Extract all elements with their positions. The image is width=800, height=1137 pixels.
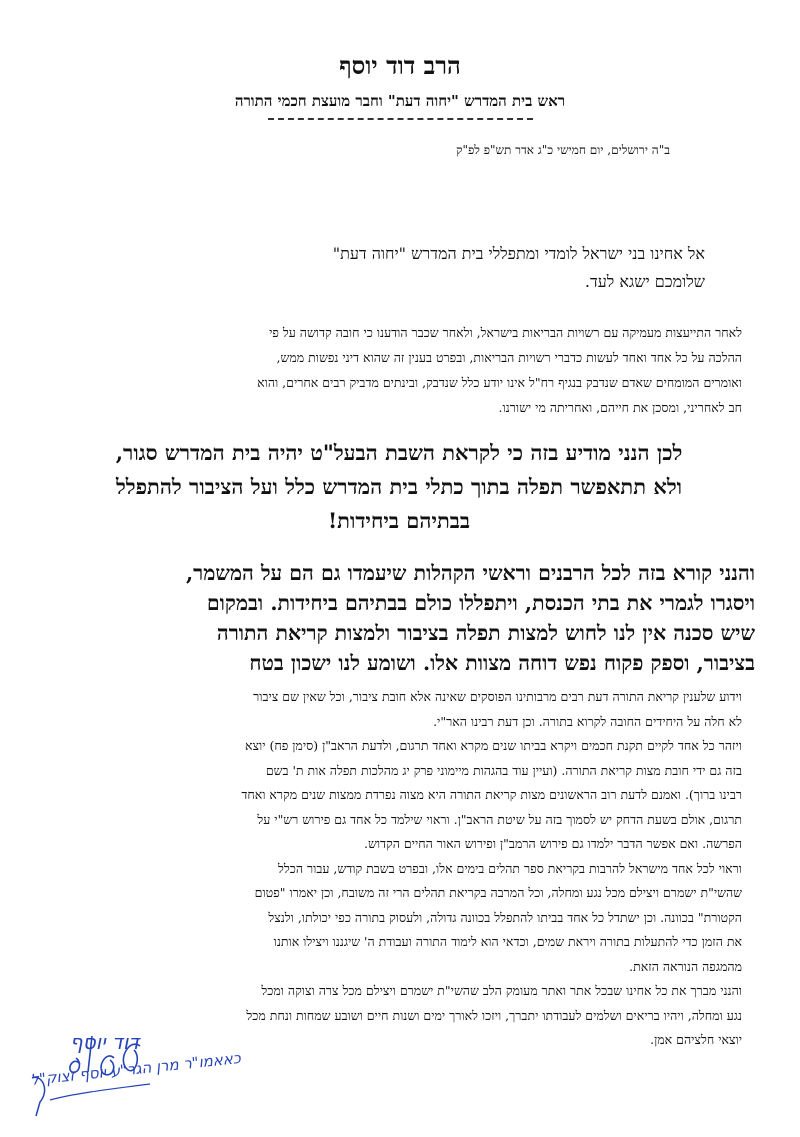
call-to-rabbis [43,558,755,678]
addressee-line: אל אחינו בני ישראל לומדי ומתפללי בית המדרש "יחוה דעת" [332,244,705,263]
paragraph-line: רבינו ברוך). ואמנם לדעת רוב הראשונים מצות קריאת התורה היא מצוה נפרדת ממצות שנים מקרא ואחד [241,787,742,802]
signature-name: דוד יוסף [70,1030,140,1054]
announcement-line: בבתיהם ביחידות! [327,508,471,533]
signature-title: כאאמו"ר מרן הגר"ע יוסף זצוק"ל [29,1049,242,1089]
paragraph-line: לא חלה על היחידים החובה לקרוא בתורה. וכן דעת רבינו האר"י. [433,713,742,729]
paragraph-line: חב לאחריני, ומסכן את חייהם, ואחריתה מי ישורנו. [498,400,742,415]
call-line: שיש סכנה אין לנו לחוש למצות תפלה בציבור ולמצות קריאת התורה [216,621,755,645]
paragraph-line: והנני מברך את כל אחינו שבכל אתר ואתר מעומק הלב שהשי"ת ישמרם ויצילם מכל צרה וצוקה ומכל [261,983,742,998]
letterhead-name: הרב דוד יוסף [339,51,461,80]
paragraph-line: נגע ומחלה, ויהיו בריאים ושלמים לעבודתו יתברך, ויזכו לאורך ימים ושנות חיים ושובע שמחות ונחת מכל [246,1007,742,1023]
letterhead-divider [268,118,533,120]
paragraph-line: וידוע שלענין קריאת התורה דעת רבים מרבותינו הפוסקים שאינה אלא חובת ציבור, וכל שאין שם ציבור [253,689,742,704]
greeting-line: שלומכם ישגא לעד. [584,272,705,291]
paragraph-line: ההלכה על כל אחד ואחד לעשות כדברי רשויות הבריאות, ובפרט בענין זה שהוא דיני נפשות ממש, [276,350,742,365]
paragraph-line: יוצאי חלציהם אמן. [650,1032,742,1047]
letter-date: ב"ה ירושלים, יום חמישי כ"ג אדר תש"פ לפ"ק [456,143,670,157]
announcement-line: לכן הנני מודיע בזה כי לקראת השבת הבעל"ט יהיה בית המדרש סגור, [115,440,683,465]
paragraph-line: בזה גם ידי חובת מצות קריאת התורה. (ועיין עוד בהגהות מיימוני פרק יג מהלכות תפלה אות ת' בשם [265,762,742,778]
paragraph-line: תרגום, אולם בשעת הדחק יש לסמוך בזה על שיטת הראב"ן. וראוי שילמד כל אחד גם פירוש רש"י על [257,811,742,827]
addressee-block [85,240,705,296]
announcement-line: ולא תתאפשר תפלה בתוך כתלי בית המדרש כלל ועל הציבור להתפלל [115,474,683,499]
closure-announcement [43,436,755,538]
paragraph-line: לאחר התייעצות מעמיקה עם רשויות הבריאות בישראל, ולאחר שכבר הודענו כי חובה קדושה על פי [269,325,742,340]
call-line: בציבור, וספק פקוח נפש דוחה מצוות אלו. ושומע לנו ישכון בטח [249,651,755,675]
paragraph-line: וראוי לכל אחד מישראל להרבות בקריאת ספר תהלים בימים אלו, ובפרט בשבת קודש, עבור הכלל [278,860,742,876]
paragraph-line: הקטורת" בכוונה. וכן ישתדל כל אחד בביתו להתפלל בכוונה גדולה, ולעסוק בתורה כפי יכולתו, ולנצל [268,909,742,925]
paragraph-line: שהשי"ת ישמרם ויצילם מכל נגע ומחלה, וכל המרבה בקריאת תהלים הרי זה משובח, וכן יאמרו "פטום [254,885,742,900]
call-line: והנני קורא בזה לכל הרבנים וראשי הקהלות שיעמדו גם הם על המשמר, [185,561,755,585]
paragraph-line: הפרשה. ואם אפשר הדבר ילמדו גם פירוש הרמב"ן ופירוש האור החיים הקדוש. [364,836,742,851]
paragraph-line: ואומרים המומחים שאדם שנדבק בנגיף רח"ל אינו יודע כלל שנדבק, ובינתים מדביק רבים אחרים, והוא [257,375,742,390]
consultation-paragraph [52,320,742,420]
call-line: ויסגרו לגמרי את בתי הכנסת, ויתפללו כולם בבתיהם ביחידות. ובמקום [206,591,755,615]
paragraph-line: מהמגפה הנוראה הזאת. [629,958,742,974]
paragraph-line: את הזמן כדי להתעלות בתורה ויראת שמים, וכדאי הוא לימוד התורה ועבודת ה' שיגננו ויצילו אותנו [273,934,742,949]
torah-reading-paragraph [52,685,742,1053]
letterhead-subtitle: ראש בית המדרש "יחוה דעת" וחבר מועצת חכמי התורה [234,92,566,110]
paragraph-line: ויזהר כל אחד לקיים תקנת חכמים ויקרא בביתו שנים מקרא ואחד תרגום, ולדעת הראב"ן (סימן פח) יוצא [244,738,742,753]
